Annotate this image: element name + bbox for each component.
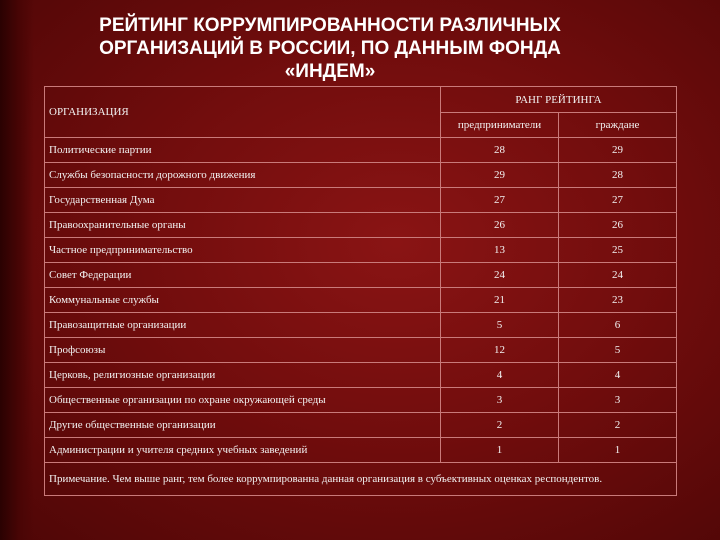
table-row xyxy=(45,313,677,338)
title-line-1: РЕЙТИНГ КОРРУМПИРОВАННОСТИ РАЗЛИЧНЫХ xyxy=(99,15,561,36)
table-row xyxy=(45,138,677,163)
rank-citizens-cell: 4 xyxy=(559,363,677,388)
table-row xyxy=(45,363,677,388)
rank-entrepreneurs-cell: 26 xyxy=(441,213,559,238)
rank-citizens-cell: 28 xyxy=(559,163,677,188)
header-rank: РАНГ РЕЙТИНГА xyxy=(441,87,677,113)
rank-citizens-cell: 26 xyxy=(559,213,677,238)
table-row xyxy=(45,238,677,263)
table-row xyxy=(45,188,677,213)
org-cell: Государственная Дума xyxy=(45,188,441,213)
rank-entrepreneurs-cell: 28 xyxy=(441,138,559,163)
org-cell: Политические партии xyxy=(45,138,441,163)
header-entrepreneurs: предприниматели xyxy=(441,113,559,138)
rank-entrepreneurs-cell: 2 xyxy=(441,413,559,438)
slide-title xyxy=(40,14,620,83)
rank-citizens-cell: 3 xyxy=(559,388,677,413)
rank-entrepreneurs-cell: 12 xyxy=(441,338,559,363)
org-cell: Церковь, религиозные организации xyxy=(45,363,441,388)
table-row xyxy=(45,438,677,463)
rank-entrepreneurs-cell: 24 xyxy=(441,263,559,288)
note-row xyxy=(45,463,677,496)
header-citizens: граждане xyxy=(559,113,677,138)
rank-citizens-cell: 2 xyxy=(559,413,677,438)
table-row xyxy=(45,388,677,413)
title-line-3: «ИНДЕМ» xyxy=(284,61,376,82)
rank-entrepreneurs-cell: 4 xyxy=(441,363,559,388)
org-cell: Коммунальные службы xyxy=(45,288,441,313)
rank-entrepreneurs-cell: 13 xyxy=(441,238,559,263)
rank-citizens-cell: 1 xyxy=(559,438,677,463)
table-row xyxy=(45,338,677,363)
rank-entrepreneurs-cell: 27 xyxy=(441,188,559,213)
table-row xyxy=(45,288,677,313)
rank-entrepreneurs-cell: 3 xyxy=(441,388,559,413)
table-row xyxy=(45,213,677,238)
org-cell: Службы безопасности дорожного движения xyxy=(45,163,441,188)
rank-citizens-cell: 23 xyxy=(559,288,677,313)
rank-citizens-cell: 27 xyxy=(559,188,677,213)
rank-entrepreneurs-cell: 29 xyxy=(441,163,559,188)
rank-citizens-cell: 24 xyxy=(559,263,677,288)
org-cell: Общественные организации по охране окружающей среды xyxy=(45,388,441,413)
header-organization: ОРГАНИЗАЦИЯ xyxy=(45,87,441,138)
rank-citizens-cell: 5 xyxy=(559,338,677,363)
org-cell: Администрации и учителя средних учебных заведений xyxy=(45,438,441,463)
org-cell: Правозащитные организации xyxy=(45,313,441,338)
org-cell: Другие общественные организации xyxy=(45,413,441,438)
table-note: Примечание. Чем выше ранг, тем более коррумпированна данная организация в субъективных оценках респондентов. xyxy=(45,463,677,496)
table-row xyxy=(45,163,677,188)
org-cell: Профсоюзы xyxy=(45,338,441,363)
org-cell: Частное предпринимательство xyxy=(45,238,441,263)
corruption-rank-table xyxy=(44,86,677,496)
title-line-2: ОРГАНИЗАЦИЙ В РОССИИ, ПО ДАННЫМ ФОНДА xyxy=(99,38,561,59)
table-row xyxy=(45,413,677,438)
rank-citizens-cell: 6 xyxy=(559,313,677,338)
org-cell: Совет Федерации xyxy=(45,263,441,288)
table-row xyxy=(45,263,677,288)
rank-entrepreneurs-cell: 1 xyxy=(441,438,559,463)
rank-entrepreneurs-cell: 21 xyxy=(441,288,559,313)
rank-entrepreneurs-cell: 5 xyxy=(441,313,559,338)
org-cell: Правоохранительные органы xyxy=(45,213,441,238)
rank-citizens-cell: 29 xyxy=(559,138,677,163)
slide-left-bar xyxy=(0,0,34,540)
rank-citizens-cell: 25 xyxy=(559,238,677,263)
